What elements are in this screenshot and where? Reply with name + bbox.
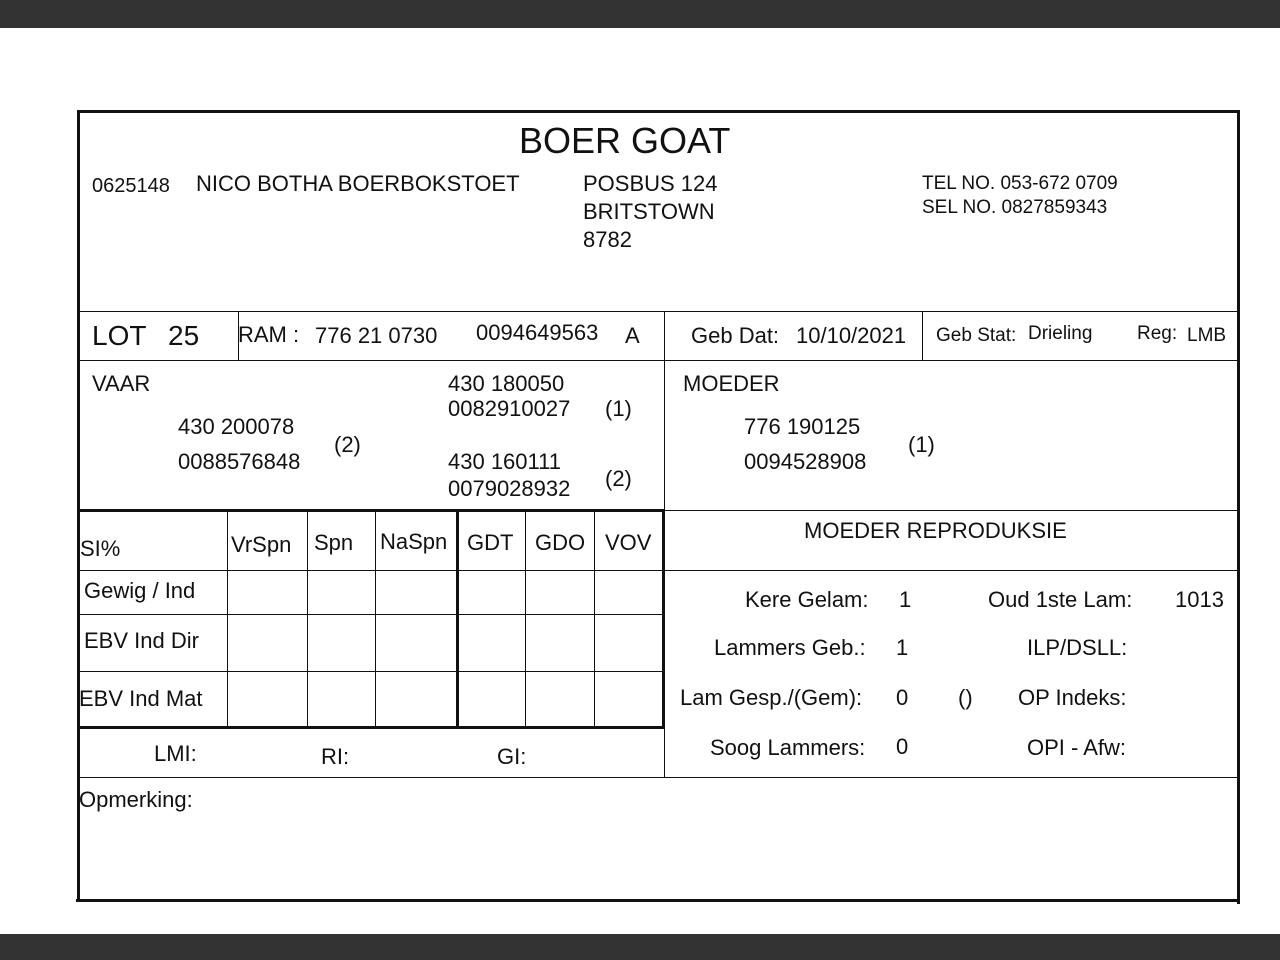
lammers-geb-label: Lammers Geb.: [714,635,866,660]
soog-lammers-label: Soog Lammers: [710,735,866,760]
ram-label: RAM : [238,322,300,347]
sire-count: (2) [334,432,361,457]
frame-bottom [76,899,1240,902]
bottom-bar [0,934,1280,960]
ram-reg: 0094649563 [476,320,599,345]
sire-id: 430 200078 [178,414,295,439]
op-indeks-label: OP Indeks: [1018,685,1127,710]
grid-header-rule [79,570,1237,571]
frame-top [78,110,1240,113]
opi-afw-label: OPI - Afw: [1027,735,1127,760]
grid-col-rule-1 [227,510,228,727]
ilp-dsll-label: ILP/DSLL: [1027,635,1128,660]
frame-right [1237,110,1240,904]
birth-status: Drieling [1028,323,1093,344]
rule-lot-top [79,311,1237,312]
dam-count: (1) [908,432,935,457]
dam-id: 776 190125 [744,414,861,439]
grid-col-rule-6 [594,510,595,727]
rule-dam-bottom [664,510,1237,511]
grid-col-rule-3 [375,510,376,727]
row-label-ebv-mat: EBV Ind Mat [79,686,203,711]
dam-reg: 0094528908 [744,449,867,474]
grid-top [79,509,665,512]
reg-value: LMB [1187,325,1227,346]
col-header-vrspn: VrSpn [231,532,292,557]
birth-status-label: Geb Stat: [936,325,1017,346]
lam-gesp-average: () [958,685,973,710]
ram-id: 776 21 0730 [315,323,438,348]
grid-col-rule-right [662,510,665,728]
breeder-name: NICO BOTHA BOERBOKSTOET [196,171,520,196]
rule-date-status-divider [922,311,923,361]
col-header-naspn: NaSpn [380,529,448,554]
ri-label: RI: [321,744,350,769]
dam-label: MOEDER [683,371,780,396]
lammers-geb-value: 1 [896,635,909,660]
oud-1ste-lam-value: 1013 [1175,587,1224,612]
col-header-spn: Spn [314,530,354,555]
grid-col-rule-thick [456,510,459,727]
sel-number: SEL NO. 0827859343 [922,197,1108,218]
grid-corner-label: SI% [80,536,121,561]
ram-grade: A [625,323,640,348]
gi-label: GI: [497,744,527,769]
reg-label: Reg: [1137,323,1178,344]
address-line-3: 8782 [583,227,632,252]
grid-col-rule-5 [525,510,526,727]
birth-date: 10/10/2021 [796,323,907,348]
soog-lammers-value: 0 [896,734,909,759]
grid-row-rule-2 [79,671,664,672]
sire-label: VAAR [92,371,151,396]
reproduction-title: MOEDER REPRODUKSIE [804,518,1067,543]
kere-gelam-label: Kere Gelam: [745,587,869,612]
top-bar [0,0,1280,28]
address-line-1: POSBUS 124 [583,171,718,196]
granddam-reg: 0079028932 [448,476,571,501]
remarks-label: Opmerking: [79,787,193,812]
address-line-2: BRITSTOWN [583,199,715,224]
granddam-id: 430 160111 [448,449,561,474]
col-header-gdo: GDO [535,530,586,555]
kere-gelam-value: 1 [899,587,912,612]
lmi-label: LMI: [154,741,197,766]
lam-gesp-value: 0 [896,685,909,710]
grandsire-reg: 0082910027 [448,396,571,421]
card-title: BOER GOAT [519,120,731,161]
lot-number: 25 [168,320,200,351]
col-header-gdt: GDT [467,530,514,555]
sire-reg: 0088576848 [178,449,301,474]
col-header-vov: VOV [605,530,652,555]
frame-left [77,110,80,902]
breeder-number: 0625148 [92,175,170,197]
grid-row-rule-1 [79,614,664,615]
lot-label: LOT [92,320,147,351]
granddam-count: (2) [605,466,632,491]
row-label-ebv-dir: EBV Ind Dir [84,628,199,653]
lam-gesp-label: Lam Gesp./(Gem): [680,685,863,710]
row-label-gewig: Gewig / Ind [84,578,196,603]
grandsire-id: 430 180050 [448,371,565,396]
rule-lot-bottom [79,360,1237,361]
tel-number: TEL NO. 053-672 0709 [922,173,1118,194]
grandsire-count: (1) [605,396,632,421]
rule-remarks-top [79,777,1237,778]
oud-1ste-lam-label: Oud 1ste Lam: [988,587,1133,612]
grid-col-rule-2 [307,510,308,727]
grid-bottom [79,726,665,729]
birth-date-label: Geb Dat: [691,323,780,348]
